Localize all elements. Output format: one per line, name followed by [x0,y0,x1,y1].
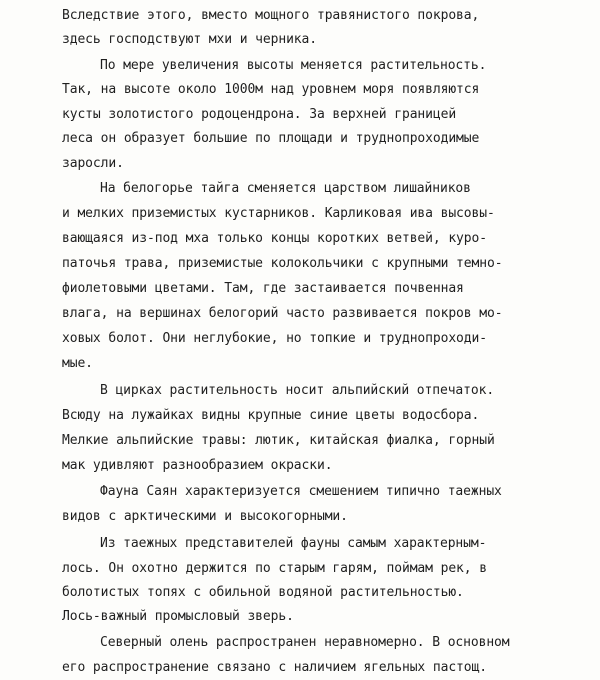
text-line: Северный олень распространен неравномерно. В основном [100,635,510,650]
text-line: Лось-важный промысловый зверь. [62,609,294,624]
text-line: видов с арктическими и высокогорными. [62,509,348,524]
text-line: По мере увеличения высоты меняется растительность. [100,58,487,73]
text-line: Так, на высоте около 1000м над уровнем моря появляются [62,82,480,97]
text-line: лось. Он охотно держится по старым гарям, поймам рек, в [62,561,487,576]
text-line: паточья трава, приземистые колокольчики с крупными темно- [62,256,503,271]
text-line: мак удивляют разнообразием окраски. [62,458,333,473]
text-line: ховых болот. Они неглубокие, но топкие и труднопроходи- [62,331,487,346]
text-line: заросли. [62,156,124,171]
text-line: леса он образует большие по площади и труднопроходимые [62,131,480,146]
text-line: вающаяся из-под мха только концы коротких ветвей, куро- [62,231,487,246]
text-line: болотистых топях с обильной водяной растительностью. [62,585,464,600]
text-line: мые. [62,356,93,371]
text-line: влага, на вершинах белогорий часто развивается покров мо- [62,306,503,321]
text-line: На белогорье тайга сменяется царством лишайников [100,181,471,196]
text-line: Из таежных представителей фауны самым характерным- [100,536,487,551]
text-line: Всюду на лужайках видны крупные синие цветы водосбора. [62,408,480,423]
text-line: его распространение связано с наличием ягельных пастощ. [62,660,487,675]
text-line: Фауна Саян характеризуется смешением типично таежных [100,484,502,499]
text-line: Вследствие этого, вместо мощного травянистого покрова, [62,8,480,23]
text-line: фиолетовыми цветами. Там, где застаивается почвенная [62,281,464,296]
text-line: и мелких приземистых кустарников. Карликовая ива высовы- [62,206,495,221]
text-line: здесь господствуют мхи и черника. [62,32,317,47]
text-line: кусты золотистого родоцендрона. За верхней границей [62,107,457,122]
text-line: В цирках растительность носит альпийский отпечаток. [100,383,495,398]
text-line: Мелкие альпийские травы: лютик, китайская фиалка, горный [62,433,495,448]
